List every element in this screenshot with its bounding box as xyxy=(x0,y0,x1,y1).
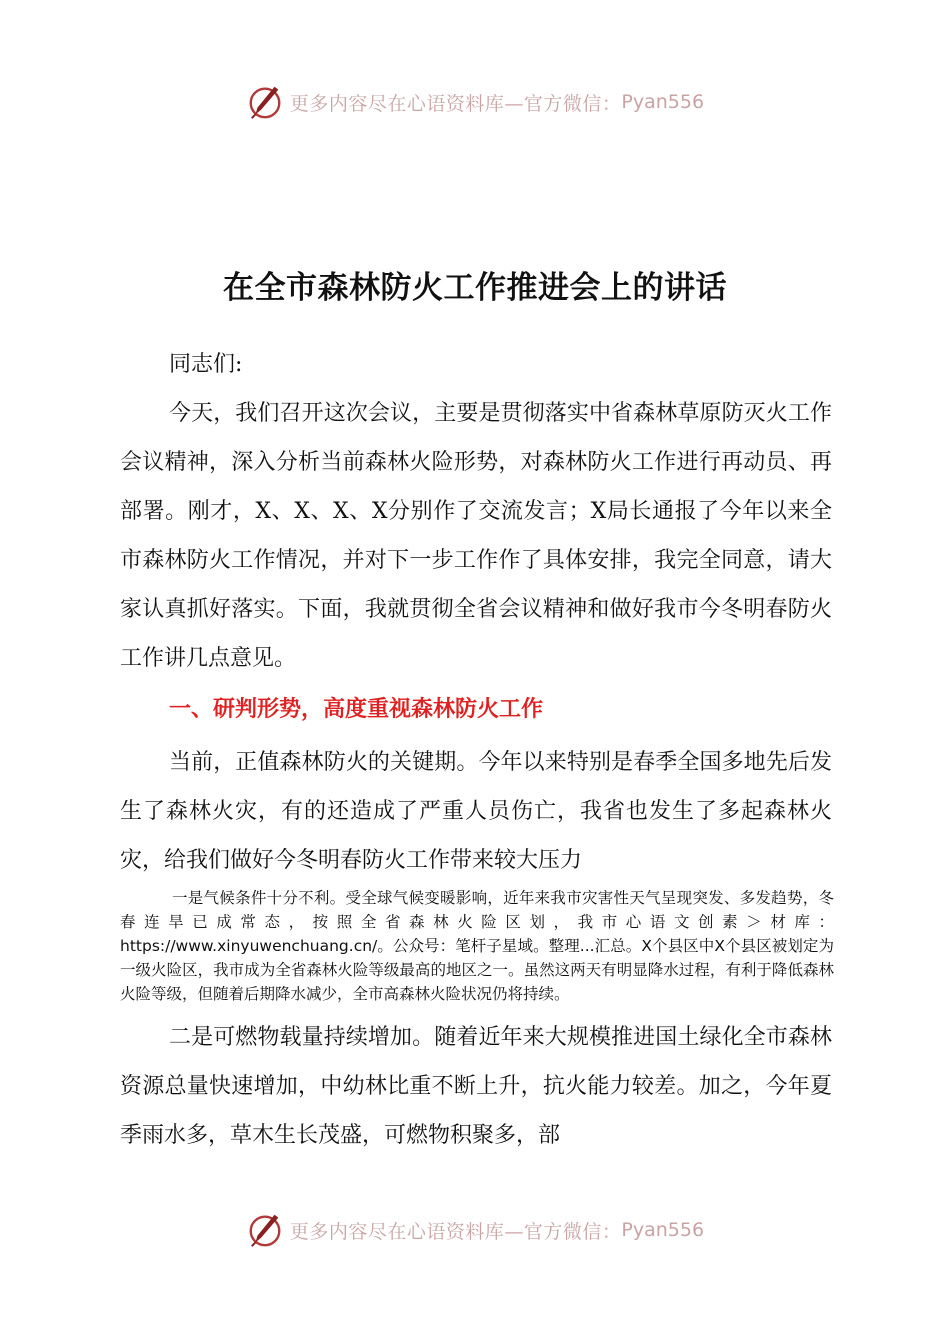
banner-wechat-id: Pyan556 xyxy=(621,91,705,113)
point-1-paragraph: 一是气候条件十分不利。受全球气候变暖影响，近年来我市灾害性天气呈现突发、多发趋势，冬春连旱已成常态，按照全省森林火险区划，我市心语文创素＞材库：https://www.xinyuwenchuang.cn/。公众号：笔杆子星域。整理...汇总。X个县区中X个县区被划定为一级火险区，我市成为全省森林火险等级最高的地区之一。虽然这两天有明显降水过程，有利于降低森林火险等级，但随着后期降水减少，全市高森林火险状况仍将持续。 xyxy=(120,889,834,1003)
banner-wechat-id: Pyan556 xyxy=(621,1219,705,1241)
footer-watermark-banner xyxy=(0,1210,950,1250)
intro-paragraph: 今天，我们召开这次会议，主要是贯彻落实中省森林草原防灭火工作会议精神，深入分析当前森林火险形势，对森林防火工作进行再动员、再部署。刚才，X、X、X、X分别作了交流发言；X局长通报了今年以来全市森林防火工作情况，并对下一步工作作了具体安排，我完全同意，请大家认真抓好落实。下面，我就贯彻全省会议精神和做好我市今冬明春防火工作讲几点意见。 xyxy=(120,401,832,671)
section-1-paragraph: 当前，正值森林防火的关键期。今年以来特别是春季全国多地先后发生了森林火灾，有的还造成了严重人员伤亡，我省也发生了多起森林火灾，给我们做好今冬明春防火工作带来较大压力 xyxy=(120,750,832,873)
point-2-paragraph: 二是可燃物载量持续增加。随着近年来大规模推进国土绿化全市森林资源总量快速增加，中幼林比重不断上升，抗火能力较差。加之，今年夏季雨水多，草木生长茂盛，可燃物积聚多，部 xyxy=(120,1025,832,1148)
header-watermark-banner xyxy=(0,82,950,122)
banner-text: 更多内容尽在心语资料库—官方微信： xyxy=(289,1220,622,1243)
salutation: 同志们: xyxy=(169,352,243,377)
document-title: 在全市森林防火工作推进会上的讲话 xyxy=(223,270,727,306)
quill-pen-icon xyxy=(246,1211,284,1249)
quill-pen-icon xyxy=(246,83,284,121)
banner-text: 更多内容尽在心语资料库—官方微信： xyxy=(289,92,622,115)
section-heading-1: 一、研判形势，高度重视森林防火工作 xyxy=(169,697,544,722)
